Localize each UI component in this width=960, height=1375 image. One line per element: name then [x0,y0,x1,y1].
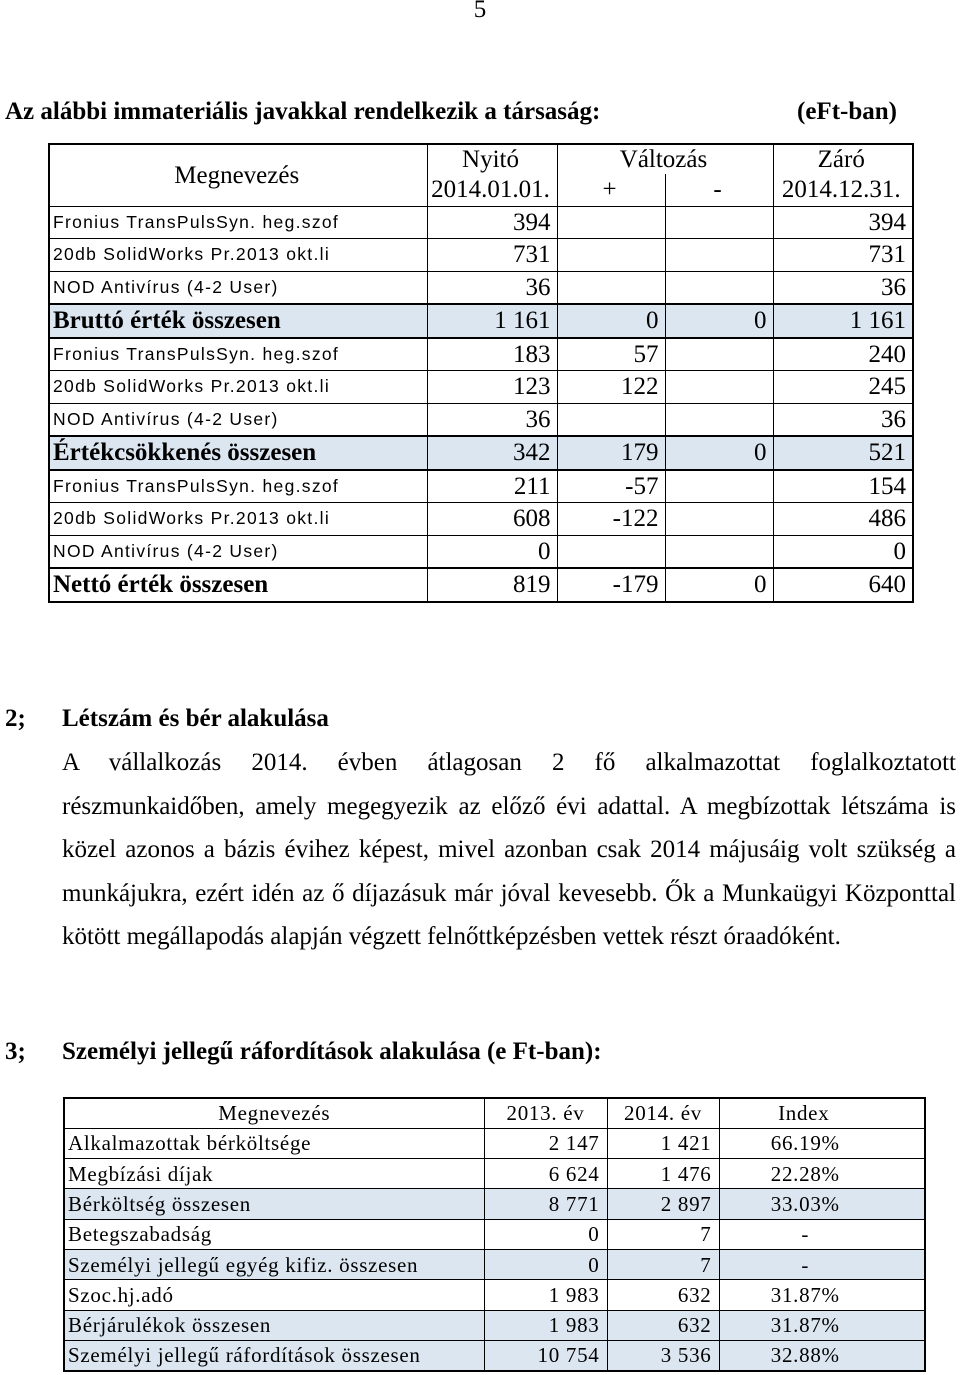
asset-name: NOD Antivírus (4-2 User) [49,403,427,436]
cost-name: Bérköltség összesen [64,1189,484,1219]
value-2014: 3 536 [607,1340,719,1370]
index-value: 31.87% [719,1280,925,1310]
opening-value: 819 [427,568,557,603]
header-plus: + [557,174,665,206]
opening-value: 731 [427,239,557,272]
cost-name: Betegszabadság [64,1219,484,1249]
value-2014: 1 421 [607,1128,719,1158]
opening-value: 1 161 [427,304,557,339]
cost-name: Megbízási díjak [64,1159,484,1189]
paragraph-line: közel azonos a bázis évihez képest, mivel azonban csak 2014 májusáig volt szükség a [62,836,956,863]
decrease-value [665,206,773,239]
decrease-value [665,338,773,371]
total-label: Értékcsökkenés összesen [49,436,427,471]
table-row [49,206,913,239]
header-minus: - [665,174,773,206]
header-opening: Nyitó [427,144,557,174]
depreciation-total-row [49,436,913,471]
section-3-title: Személyi jellegű ráfordítások alakulása (e Ft-ban): [62,1038,602,1065]
closing-value: 0 [773,535,913,568]
increase-value: -179 [557,568,665,603]
header-2013: 2013. év [484,1098,607,1128]
value-2013: 2 147 [484,1128,607,1158]
asset-name: Fronius TransPulsSyn. heg.szof [49,470,427,503]
asset-name: Fronius TransPulsSyn. heg.szof [49,338,427,371]
total-label: Bruttó érték összesen [49,304,427,339]
table-row [49,239,913,272]
table-row [49,470,913,503]
total-label: Nettó érték összesen [49,568,427,603]
asset-name: 20db SolidWorks Pr.2013 okt.li [49,239,427,272]
index-value: 22.28% [719,1159,925,1189]
table-header-row [64,1098,925,1128]
opening-value: 36 [427,403,557,436]
table-row [64,1159,925,1189]
decrease-value: 0 [665,304,773,339]
table-row [49,271,913,304]
table-row [49,371,913,404]
cost-name: Szoc.hj.adó [64,1280,484,1310]
paragraph-line: A vállalkozás 2014. évben átlagosan 2 fő alkalmazottat foglalkoztatott [62,749,956,776]
header-closing: Záró [773,144,913,174]
header-name: Megnevezés [49,144,427,206]
opening-value: 608 [427,503,557,536]
table-row [64,1189,925,1219]
value-2013: 6 624 [484,1159,607,1189]
decrease-value [665,403,773,436]
header-closing-date: 2014.12.31. [773,174,913,206]
closing-value: 245 [773,371,913,404]
table-row [64,1249,925,1279]
decrease-value [665,239,773,272]
value-2013: 0 [484,1249,607,1279]
value-2014: 7 [607,1219,719,1249]
opening-value: 211 [427,470,557,503]
intangibles-table [48,143,914,603]
value-2013: 8 771 [484,1189,607,1219]
closing-value: 1 161 [773,304,913,339]
decrease-value [665,470,773,503]
increase-value: 0 [557,304,665,339]
closing-value: 36 [773,403,913,436]
opening-value: 123 [427,371,557,404]
value-2014: 632 [607,1310,719,1340]
paragraph-line: kötött megállapodás alapján végzett felnőttképzésben vettek részt óraadóként. [62,923,841,950]
section-2-number: 2; [5,705,26,732]
decrease-value [665,535,773,568]
value-2014: 1 476 [607,1159,719,1189]
increase-value: 179 [557,436,665,471]
table-row [49,403,913,436]
value-2014: 7 [607,1249,719,1279]
index-value: - [719,1219,925,1249]
closing-value: 731 [773,239,913,272]
table-row [64,1128,925,1158]
increase-value [557,206,665,239]
headcount-paragraph [62,741,956,959]
intangibles-heading: Az alábbi immateriális javakkal rendelkezik a társaság: [5,98,601,125]
cost-name: Bérjárulékok összesen [64,1310,484,1340]
header-opening-date: 2014.01.01. [427,174,557,206]
table-header-row [49,144,913,174]
value-2014: 632 [607,1280,719,1310]
decrease-value [665,503,773,536]
value-2013: 0 [484,1219,607,1249]
increase-value [557,403,665,436]
asset-name: 20db SolidWorks Pr.2013 okt.li [49,503,427,536]
index-value: 33.03% [719,1189,925,1219]
asset-name: 20db SolidWorks Pr.2013 okt.li [49,371,427,404]
increase-value [557,271,665,304]
value-2013: 1 983 [484,1280,607,1310]
index-value: 32.88% [719,1340,925,1370]
increase-value [557,239,665,272]
increase-value: 122 [557,371,665,404]
opening-value: 0 [427,535,557,568]
paragraph-line: munkájukra, ezért idén az ő díjazásuk már jóval kevesebb. Ők a Munkaügyi Központtal [62,879,956,907]
table-row [49,503,913,536]
increase-value: -122 [557,503,665,536]
table-row [64,1219,925,1249]
section-3-number: 3; [5,1038,26,1065]
table-row [49,535,913,568]
opening-value: 394 [427,206,557,239]
cost-name: Személyi jellegű ráfordítások összesen [64,1340,484,1370]
value-2013: 10 754 [484,1340,607,1370]
value-2014: 2 897 [607,1189,719,1219]
closing-value: 521 [773,436,913,471]
header-change: Változás [557,144,773,174]
index-value: - [719,1249,925,1279]
index-value: 66.19% [719,1128,925,1158]
opening-value: 342 [427,436,557,471]
closing-value: 36 [773,271,913,304]
decrease-value [665,371,773,404]
header-2014: 2014. év [607,1098,719,1128]
asset-name: Fronius TransPulsSyn. heg.szof [49,206,427,239]
asset-name: NOD Antivírus (4-2 User) [49,271,427,304]
cost-name: Személyi jellegű egyég kifiz. összesen [64,1249,484,1279]
asset-name: NOD Antivírus (4-2 User) [49,535,427,568]
gross-total-row [49,304,913,339]
table-row [64,1340,925,1370]
header-name: Megnevezés [64,1098,484,1128]
table-row [64,1310,925,1340]
value-2013: 1 983 [484,1310,607,1340]
closing-value: 240 [773,338,913,371]
opening-value: 183 [427,338,557,371]
increase-value [557,535,665,568]
decrease-value [665,271,773,304]
closing-value: 486 [773,503,913,536]
closing-value: 154 [773,470,913,503]
table-row [49,338,913,371]
cost-name: Alkalmazottak bérköltsége [64,1128,484,1158]
header-index: Index [719,1098,925,1128]
section-2-title: Létszám és bér alakulása [62,705,329,732]
opening-value: 36 [427,271,557,304]
decrease-value: 0 [665,568,773,603]
decrease-value: 0 [665,436,773,471]
paragraph-line: részmunkaidőben, amely megegyezik az előző évi adattal. A megbízottak létszáma is [62,792,956,820]
closing-value: 394 [773,206,913,239]
increase-value: 57 [557,338,665,371]
increase-value: -57 [557,470,665,503]
unit-label: (eFt-ban) [797,98,897,125]
closing-value: 640 [773,568,913,603]
table-row [64,1280,925,1310]
net-total-row [49,568,913,603]
index-value: 31.87% [719,1310,925,1340]
page-number: 5 [473,0,487,23]
personnel-costs-table [63,1097,926,1372]
